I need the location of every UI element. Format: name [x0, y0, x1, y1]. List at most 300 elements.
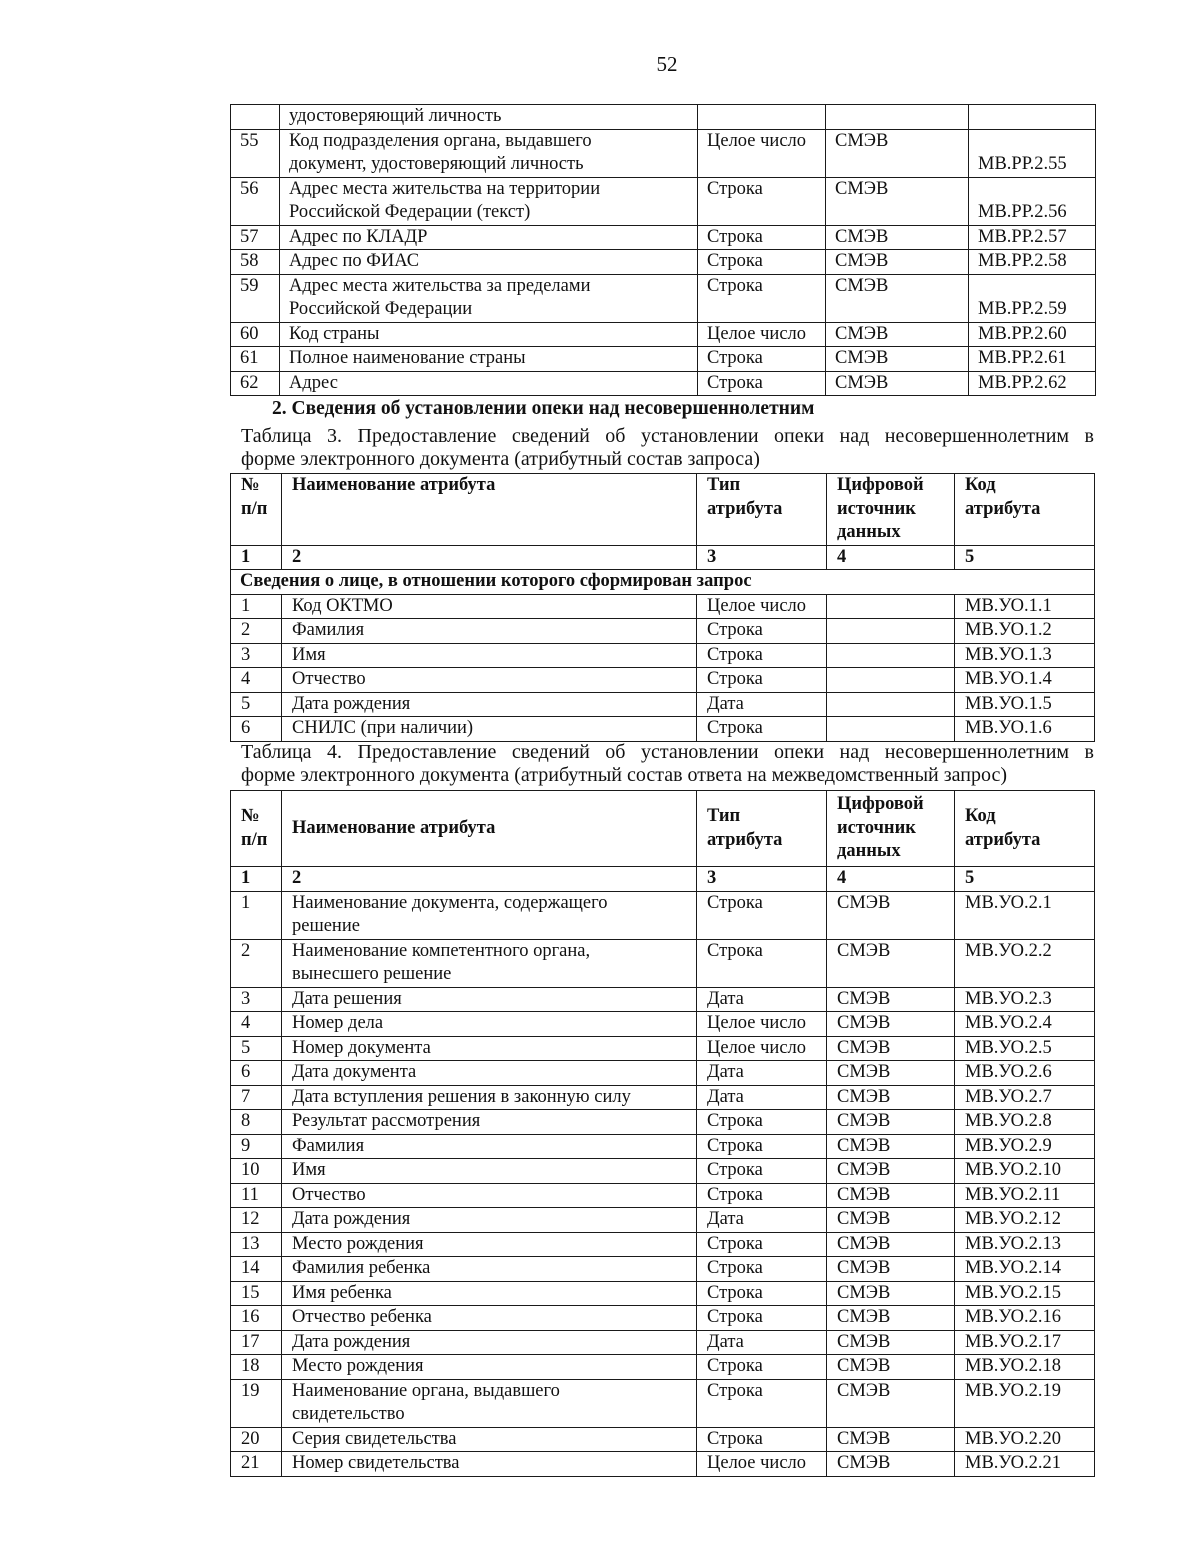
- table3-header-row: [231, 474, 1095, 546]
- attribute-code: МВ.УО.2.6: [955, 1061, 1095, 1086]
- table4-header-name: Наименование атрибута: [282, 791, 697, 867]
- header-code-line: атрибута: [965, 498, 1041, 519]
- column-number: 2: [282, 867, 697, 892]
- table4-header-code: [955, 791, 1095, 867]
- table4-column-numbers-row: [231, 867, 1095, 892]
- data-source: СМЭВ: [826, 274, 969, 322]
- attribute-code: МВ.РР.2.60: [969, 322, 1096, 347]
- attribute-name-line: Адрес: [289, 372, 338, 393]
- row-number: 14: [231, 1257, 282, 1282]
- attribute-code: МВ.УО.2.11: [955, 1183, 1095, 1208]
- attribute-name: [282, 1085, 697, 1110]
- attribute-name: СНИЛС (при наличии): [282, 717, 697, 742]
- attribute-name-line: Адрес по КЛАДР: [289, 226, 428, 247]
- row-number: 3: [231, 643, 282, 668]
- header-type-line: Тип: [707, 806, 741, 826]
- attribute-name-line: Номер дела: [292, 1013, 384, 1033]
- attribute-code: МВ.УО.2.7: [955, 1085, 1095, 1110]
- attribute-type: Строка: [697, 1159, 827, 1184]
- table-row: [231, 1085, 1095, 1110]
- data-source: СМЭВ: [827, 1134, 955, 1159]
- attribute-code: МВ.РР.2.56: [969, 177, 1096, 225]
- attribute-code: МВ.УО.1.4: [955, 668, 1095, 693]
- row-number: 11: [231, 1183, 282, 1208]
- attribute-code: МВ.УО.2.4: [955, 1012, 1095, 1037]
- row-number: 3: [231, 987, 282, 1012]
- attribute-name: [280, 225, 698, 250]
- attribute-name: [282, 1183, 697, 1208]
- table-continued-body: [231, 105, 1096, 396]
- attribute-name: [282, 1330, 697, 1355]
- table-row: [231, 105, 1096, 130]
- attribute-code: МВ.УО.2.3: [955, 987, 1095, 1012]
- attribute-type: Строка: [697, 939, 827, 987]
- attribute-code: МВ.УО.2.20: [955, 1427, 1095, 1452]
- table-row: [231, 1306, 1095, 1331]
- data-source: СМЭВ: [827, 939, 955, 987]
- attribute-code: [969, 105, 1096, 130]
- attribute-type: Строка: [697, 1232, 827, 1257]
- attribute-code: МВ.УО.2.15: [955, 1281, 1095, 1306]
- attribute-name-line: удостоверяющий личность: [289, 106, 502, 126]
- table-row: [231, 1232, 1095, 1257]
- header-source-line: Цифровой: [837, 794, 924, 815]
- attribute-code: МВ.РР.2.58: [969, 250, 1096, 275]
- attribute-name-line: Номер документа: [292, 1037, 431, 1058]
- attribute-name: [282, 1232, 697, 1257]
- attribute-code: МВ.УО.2.18: [955, 1355, 1095, 1380]
- table-row: [231, 594, 1095, 619]
- attribute-type: Строка: [697, 1306, 827, 1331]
- attribute-name: [282, 1012, 697, 1037]
- attribute-code: МВ.РР.2.55: [969, 129, 1096, 177]
- attribute-name-line: Серия свидетельства: [292, 1428, 457, 1449]
- header-source-line: данных: [837, 841, 901, 862]
- row-number: [231, 105, 280, 130]
- table3-body: [231, 594, 1095, 741]
- attribute-type: Строка: [697, 717, 827, 742]
- attribute-code: МВ.УО.1.2: [955, 619, 1095, 644]
- row-number: 56: [231, 177, 280, 225]
- attribute-name-line: Дата решения: [292, 988, 402, 1009]
- data-source: СМЭВ: [826, 322, 969, 347]
- attribute-type: Строка: [697, 1257, 827, 1282]
- attribute-name-line: Фамилия ребенка: [292, 1258, 431, 1278]
- attribute-type: Строка: [697, 1427, 827, 1452]
- attribute-code: МВ.УО.2.12: [955, 1208, 1095, 1233]
- attribute-name-line: Российской Федерации: [289, 299, 473, 319]
- attribute-name: [282, 1355, 697, 1380]
- row-number: 5: [231, 1036, 282, 1061]
- header-code-line: Код: [965, 806, 996, 826]
- table3-header-num: [231, 474, 282, 546]
- attribute-code: МВ.УО.1.6: [955, 717, 1095, 742]
- data-source: СМЭВ: [827, 1036, 955, 1061]
- attribute-name: Имя: [282, 643, 697, 668]
- table3-group-title: Сведения о лице, в отношении которого сформирован запрос: [231, 570, 1095, 595]
- attribute-name-line: Наименование документа, содержащего: [292, 892, 608, 913]
- row-number: 60: [231, 322, 280, 347]
- attribute-type: Целое число: [697, 1452, 827, 1477]
- data-source: СМЭВ: [827, 1355, 955, 1380]
- attribute-type: Строка: [697, 1183, 827, 1208]
- table-row: [231, 1110, 1095, 1135]
- row-number: 18: [231, 1355, 282, 1380]
- attribute-code: МВ.УО.1.5: [955, 692, 1095, 717]
- attribute-type: Строка: [697, 643, 827, 668]
- table-row: [231, 1208, 1095, 1233]
- header-type-line: Тип: [707, 475, 741, 495]
- table-row: [231, 692, 1095, 717]
- attribute-name: [280, 274, 698, 322]
- header-code-line: Код: [965, 475, 996, 495]
- column-number: 4: [827, 545, 955, 570]
- attribute-code: МВ.УО.2.17: [955, 1330, 1095, 1355]
- row-number: 20: [231, 1427, 282, 1452]
- data-source: СМЭВ: [827, 1012, 955, 1037]
- data-source: [827, 594, 955, 619]
- table-row: [231, 1281, 1095, 1306]
- attribute-name-line: Российской Федерации (текст): [289, 202, 531, 222]
- table-3: [230, 473, 1095, 742]
- attribute-name: [282, 1134, 697, 1159]
- attribute-code: МВ.УО.2.19: [955, 1379, 1095, 1427]
- row-number: 5: [231, 692, 282, 717]
- attribute-name-line: Дата вступления решения в законную силу: [292, 1086, 631, 1107]
- column-number: 1: [231, 545, 282, 570]
- table3-header-name: Наименование атрибута: [282, 474, 697, 546]
- column-number: 5: [955, 545, 1095, 570]
- data-source: СМЭВ: [827, 1452, 955, 1477]
- header-source-line: источник: [837, 817, 916, 838]
- table-row: [231, 1452, 1095, 1477]
- attribute-type: Целое число: [698, 129, 826, 177]
- attribute-type: Строка: [697, 1355, 827, 1380]
- attribute-name-line: Отчество: [292, 1184, 366, 1205]
- table3-caption-line: Таблица 3. Предоставление сведений об установлении опеки над несовершеннолетним в: [241, 425, 1094, 447]
- attribute-type: [698, 105, 826, 130]
- row-number: 4: [231, 668, 282, 693]
- attribute-code: МВ.УО.2.5: [955, 1036, 1095, 1061]
- attribute-name-line: Полное наименование страны: [289, 348, 526, 368]
- table3-caption: [241, 425, 1094, 471]
- data-source: [827, 619, 955, 644]
- table4-header-type: [697, 791, 827, 867]
- table-row: [231, 717, 1095, 742]
- attribute-name: [280, 347, 698, 372]
- table-row: [231, 1159, 1095, 1184]
- row-number: 2: [231, 619, 282, 644]
- attribute-name: Фамилия: [282, 619, 697, 644]
- table-row: [231, 1134, 1095, 1159]
- row-number: 10: [231, 1159, 282, 1184]
- row-number: 62: [231, 371, 280, 396]
- data-source: СМЭВ: [827, 987, 955, 1012]
- table-row: [231, 1355, 1095, 1380]
- table3-group-row: [231, 570, 1095, 595]
- column-number: 2: [282, 545, 697, 570]
- attribute-name-line: Адрес по ФИАС: [289, 251, 420, 271]
- data-source: СМЭВ: [827, 1159, 955, 1184]
- attribute-name-line: Дата документа: [292, 1062, 417, 1082]
- attribute-type: Строка: [698, 177, 826, 225]
- data-source: СМЭВ: [826, 250, 969, 275]
- table-row: [231, 619, 1095, 644]
- attribute-name: [282, 939, 697, 987]
- attribute-name-line: Имя: [292, 1160, 326, 1180]
- attribute-name-line: Дата рождения: [292, 1209, 411, 1229]
- table-row: [231, 1257, 1095, 1282]
- attribute-code: МВ.РР.2.62: [969, 371, 1096, 396]
- data-source: СМЭВ: [826, 347, 969, 372]
- attribute-name-line: Код подразделения органа, выдавшего: [289, 130, 592, 151]
- data-source: [827, 692, 955, 717]
- table-row: [231, 274, 1096, 322]
- header-num-line: №: [241, 475, 260, 495]
- data-source: СМЭВ: [827, 1281, 955, 1306]
- attribute-type: Строка: [697, 619, 827, 644]
- attribute-code: МВ.РР.2.59: [969, 274, 1096, 322]
- table-row: [231, 225, 1096, 250]
- table-row: [231, 1183, 1095, 1208]
- attribute-name-line: Место рождения: [292, 1356, 424, 1376]
- attribute-code: МВ.УО.2.21: [955, 1452, 1095, 1477]
- table-row: [231, 1012, 1095, 1037]
- attribute-type: Целое число: [697, 594, 827, 619]
- attribute-name-line: свидетельство: [292, 1404, 405, 1424]
- attribute-name-line: Наименование органа, выдавшего: [292, 1380, 560, 1401]
- data-source: СМЭВ: [827, 1183, 955, 1208]
- attribute-name-line: Имя ребенка: [292, 1282, 392, 1303]
- column-number: 1: [231, 867, 282, 892]
- attribute-code: МВ.РР.2.61: [969, 347, 1096, 372]
- header-source-line: данных: [837, 522, 901, 542]
- attribute-type: Дата: [697, 692, 827, 717]
- header-num-line: №: [241, 806, 260, 826]
- attribute-name: [280, 129, 698, 177]
- row-number: 6: [231, 717, 282, 742]
- data-source: СМЭВ: [827, 1085, 955, 1110]
- row-number: 4: [231, 1012, 282, 1037]
- table-row: [231, 1061, 1095, 1086]
- attribute-name-line: Фамилия: [292, 1135, 365, 1156]
- table3-column-numbers-row: [231, 545, 1095, 570]
- table-row: [231, 250, 1096, 275]
- table-row: [231, 322, 1096, 347]
- table4-header-num: [231, 791, 282, 867]
- attribute-type: Дата: [697, 1085, 827, 1110]
- attribute-code: МВ.УО.2.2: [955, 939, 1095, 987]
- attribute-name: [280, 105, 698, 130]
- table4-caption-line: Таблица 4. Предоставление сведений об установлении опеки над несовершеннолетним в: [241, 741, 1094, 763]
- data-source: СМЭВ: [827, 1110, 955, 1135]
- table-row: [231, 371, 1096, 396]
- data-source: СМЭВ: [827, 1061, 955, 1086]
- attribute-code: МВ.УО.2.1: [955, 891, 1095, 939]
- data-source: [827, 643, 955, 668]
- attribute-code: МВ.УО.1.3: [955, 643, 1095, 668]
- table-row: [231, 668, 1095, 693]
- data-source: СМЭВ: [827, 1330, 955, 1355]
- data-source: [827, 717, 955, 742]
- row-number: 13: [231, 1232, 282, 1257]
- attribute-name: Отчество: [282, 668, 697, 693]
- attribute-name: [282, 1036, 697, 1061]
- header-type-line: атрибута: [707, 498, 783, 519]
- header-type-line: атрибута: [707, 829, 783, 850]
- attribute-type: Дата: [697, 1061, 827, 1086]
- data-source: СМЭВ: [827, 1208, 955, 1233]
- attribute-type: Строка: [698, 225, 826, 250]
- attribute-name: [282, 891, 697, 939]
- data-source: СМЭВ: [826, 371, 969, 396]
- attribute-type: Целое число: [697, 1012, 827, 1037]
- row-number: 19: [231, 1379, 282, 1427]
- attribute-name: [282, 1208, 697, 1233]
- row-number: 2: [231, 939, 282, 987]
- row-number: 16: [231, 1306, 282, 1331]
- attribute-name: [282, 1452, 697, 1477]
- attribute-name: [280, 322, 698, 347]
- data-source: СМЭВ: [826, 129, 969, 177]
- attribute-name: [282, 1159, 697, 1184]
- attribute-name: [282, 1257, 697, 1282]
- attribute-name: [282, 1379, 697, 1427]
- table-continued: [230, 104, 1096, 396]
- table-4: [230, 790, 1095, 1477]
- attribute-name: [280, 250, 698, 275]
- row-number: 6: [231, 1061, 282, 1086]
- attribute-name-line: Номер свидетельства: [292, 1453, 460, 1473]
- attribute-type: Целое число: [697, 1036, 827, 1061]
- data-source: СМЭВ: [827, 1306, 955, 1331]
- attribute-type: Строка: [698, 274, 826, 322]
- table-row: [231, 1036, 1095, 1061]
- attribute-name-line: решение: [292, 916, 360, 936]
- attribute-type: Строка: [698, 371, 826, 396]
- column-number: 3: [697, 545, 827, 570]
- table4-caption-line: форме электронного документа (атрибутный состав ответа на межведомственный запрос): [241, 764, 1008, 786]
- table3-header-code: [955, 474, 1095, 546]
- row-number: 12: [231, 1208, 282, 1233]
- attribute-name-line: Отчество ребенка: [292, 1307, 432, 1327]
- data-source: СМЭВ: [827, 891, 955, 939]
- table-row: [231, 1379, 1095, 1427]
- data-source: [826, 105, 969, 130]
- table-row: [231, 891, 1095, 939]
- header-source-line: Цифровой: [837, 475, 924, 495]
- table-row: [231, 987, 1095, 1012]
- table-row: [231, 939, 1095, 987]
- table-row: [231, 347, 1096, 372]
- table-row: [231, 1427, 1095, 1452]
- attribute-code: МВ.УО.2.9: [955, 1134, 1095, 1159]
- data-source: СМЭВ: [826, 225, 969, 250]
- attribute-type: Строка: [698, 347, 826, 372]
- attribute-type: Строка: [697, 1110, 827, 1135]
- data-source: СМЭВ: [827, 1257, 955, 1282]
- attribute-name: [282, 1061, 697, 1086]
- attribute-name: [280, 177, 698, 225]
- attribute-name: [282, 1427, 697, 1452]
- row-number: 57: [231, 225, 280, 250]
- row-number: 17: [231, 1330, 282, 1355]
- attribute-type: Дата: [697, 1330, 827, 1355]
- attribute-name-line: Код страны: [289, 323, 380, 344]
- attribute-name: [282, 1306, 697, 1331]
- column-number: 3: [697, 867, 827, 892]
- row-number: 61: [231, 347, 280, 372]
- attribute-name: [282, 1281, 697, 1306]
- attribute-name-line: документ, удостоверяющий личность: [289, 154, 584, 174]
- row-number: 58: [231, 250, 280, 275]
- column-number: 5: [955, 867, 1095, 892]
- attribute-type: Строка: [697, 668, 827, 693]
- table-row: [231, 129, 1096, 177]
- data-source: СМЭВ: [826, 177, 969, 225]
- row-number: 1: [231, 891, 282, 939]
- row-number: 55: [231, 129, 280, 177]
- row-number: 9: [231, 1134, 282, 1159]
- attribute-type: Строка: [698, 250, 826, 275]
- table4-header-source: [827, 791, 955, 867]
- attribute-name-line: Наименование компетентного органа,: [292, 940, 591, 961]
- attribute-name: [282, 1110, 697, 1135]
- header-code-line: атрибута: [965, 829, 1041, 850]
- attribute-code: МВ.УО.2.14: [955, 1257, 1095, 1282]
- row-number: 15: [231, 1281, 282, 1306]
- column-number: 4: [827, 867, 955, 892]
- data-source: СМЭВ: [827, 1427, 955, 1452]
- attribute-code: МВ.УО.2.16: [955, 1306, 1095, 1331]
- table4-caption: [241, 741, 1094, 787]
- attribute-name-line: вынесшего решение: [292, 964, 452, 984]
- data-source: СМЭВ: [827, 1379, 955, 1427]
- attribute-code: МВ.РР.2.57: [969, 225, 1096, 250]
- attribute-code: МВ.УО.2.10: [955, 1159, 1095, 1184]
- table-row: [231, 177, 1096, 225]
- header-num-line: п/п: [241, 829, 268, 850]
- attribute-type: Строка: [697, 1134, 827, 1159]
- attribute-name: Дата рождения: [282, 692, 697, 717]
- attribute-name: Код ОКТМО: [282, 594, 697, 619]
- attribute-type: Строка: [697, 891, 827, 939]
- table-row: [231, 643, 1095, 668]
- data-source: [827, 668, 955, 693]
- attribute-name-line: Место рождения: [292, 1233, 424, 1254]
- attribute-code: МВ.УО.1.1: [955, 594, 1095, 619]
- table3-caption-line: форме электронного документа (атрибутный состав запроса): [241, 448, 760, 470]
- row-number: 1: [231, 594, 282, 619]
- attribute-name: [282, 987, 697, 1012]
- header-source-line: источник: [837, 498, 916, 519]
- attribute-name-line: Дата рождения: [292, 1331, 411, 1352]
- table4-header-row: [231, 791, 1095, 867]
- attribute-name-line: Адрес места жительства на территории: [289, 178, 601, 199]
- attribute-type: Целое число: [698, 322, 826, 347]
- attribute-type: Строка: [697, 1379, 827, 1427]
- table3-header-type: [697, 474, 827, 546]
- section-title: 2. Сведения об установлении опеки над несовершеннолетним: [272, 398, 815, 419]
- attribute-code: МВ.УО.2.8: [955, 1110, 1095, 1135]
- page-number: 52: [656, 52, 678, 76]
- header-num-line: п/п: [241, 498, 268, 519]
- attribute-type: Строка: [697, 1281, 827, 1306]
- row-number: 7: [231, 1085, 282, 1110]
- row-number: 21: [231, 1452, 282, 1477]
- row-number: 8: [231, 1110, 282, 1135]
- attribute-name-line: Результат рассмотрения: [292, 1111, 481, 1131]
